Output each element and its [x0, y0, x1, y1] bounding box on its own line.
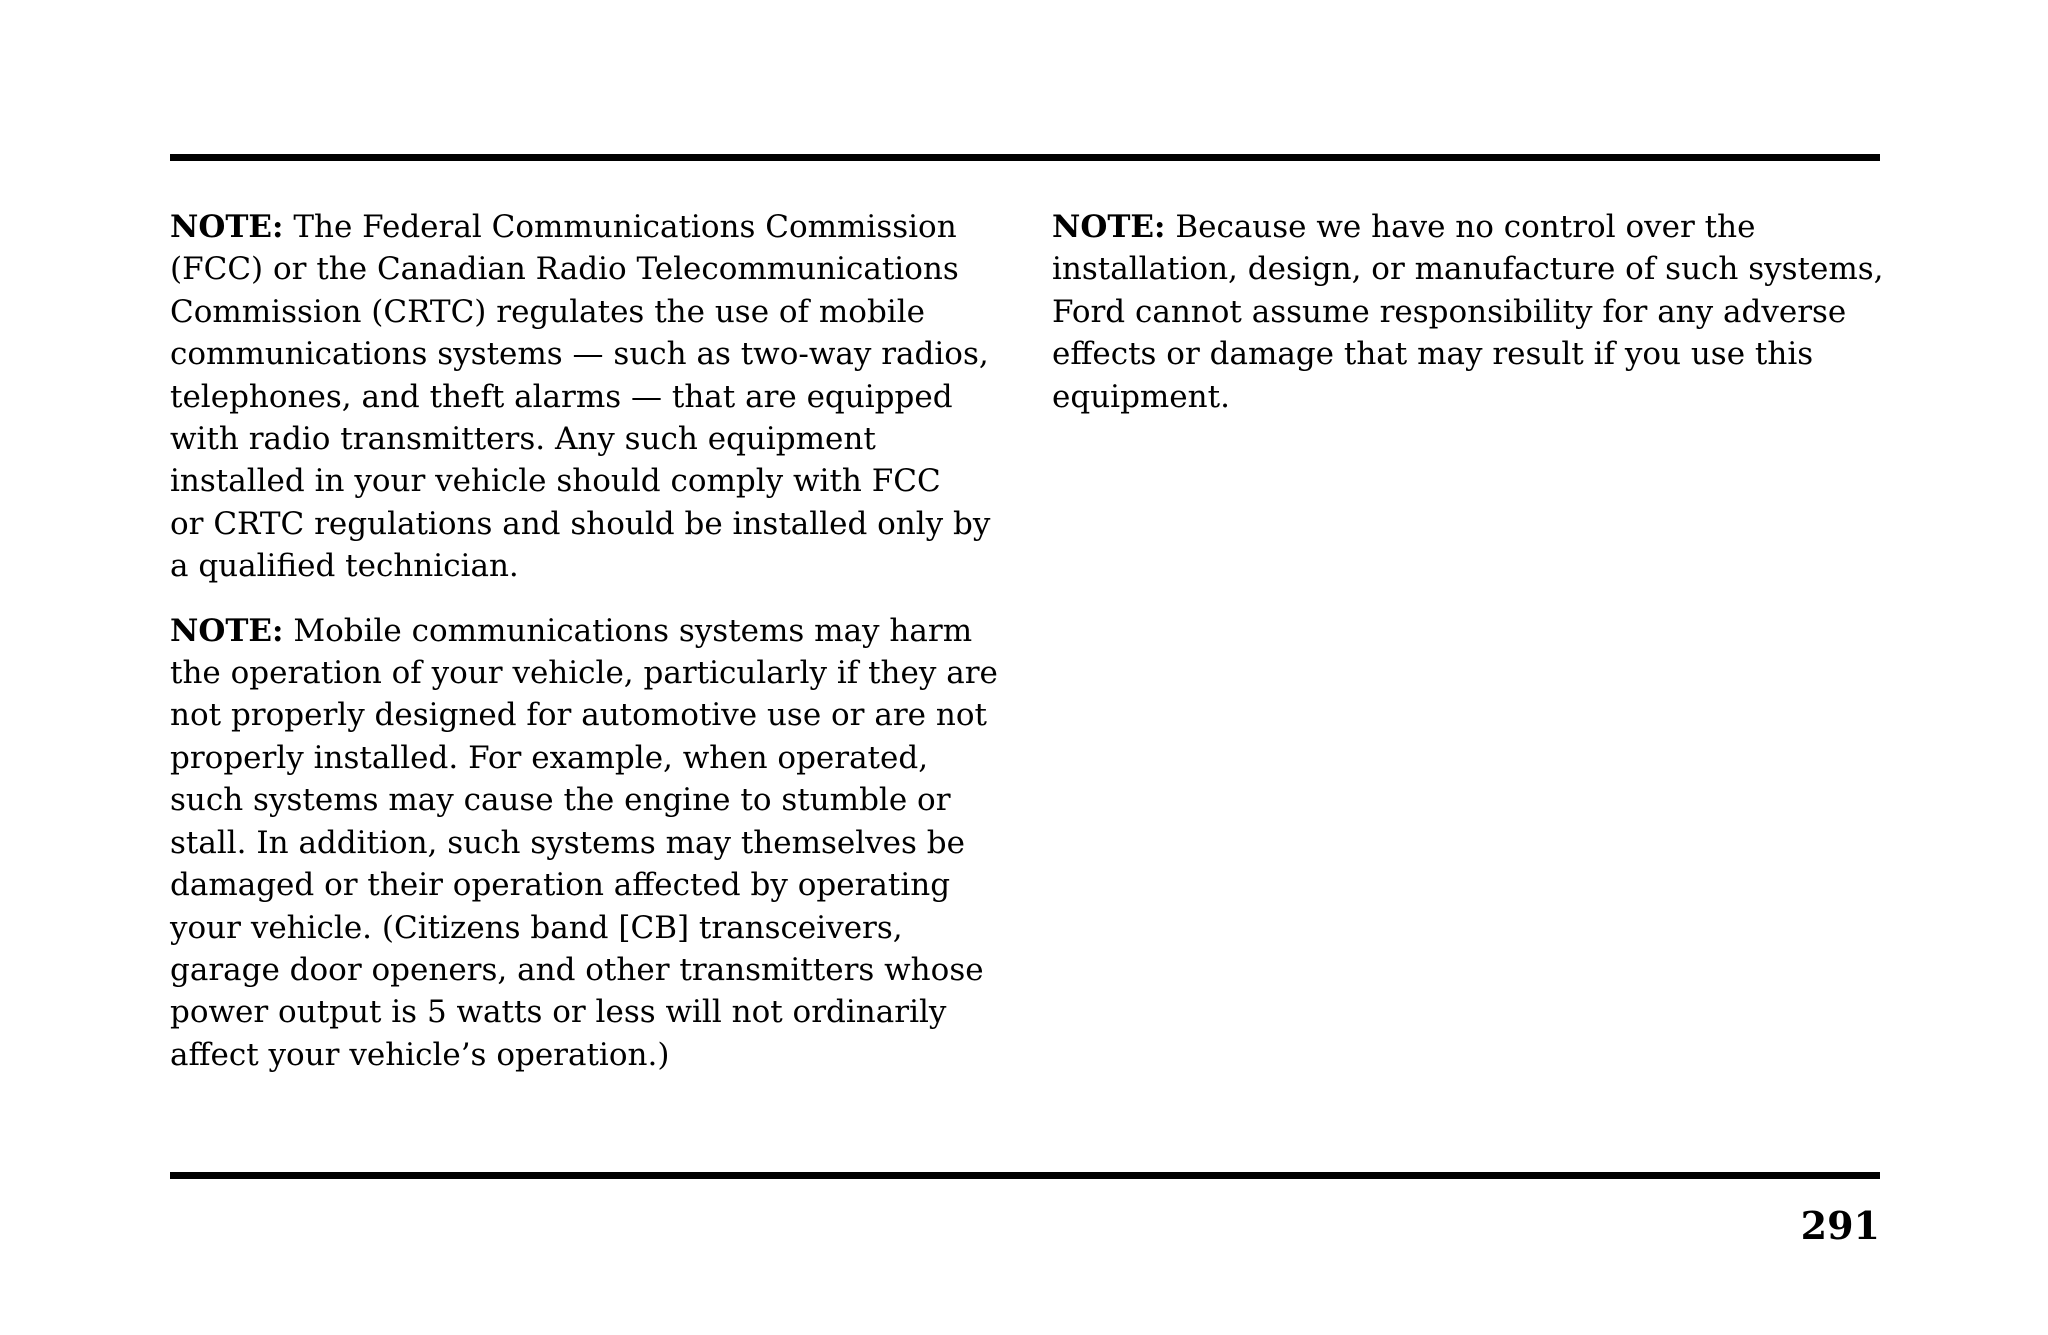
note-line: such systems may cause the engine to stumble or: [170, 782, 951, 819]
note-fcc-crtc: [170, 206, 1010, 588]
note-line: NOTE: The Federal Communications Commission: [170, 209, 957, 245]
note-line: your vehicle. (Citizens band [CB] transceivers,: [170, 909, 903, 946]
note-label: NOTE:: [1052, 209, 1166, 245]
note-line: affect your vehicle’s operation.): [170, 1036, 670, 1073]
note-line: the operation of your vehicle, particularly if they are: [170, 655, 998, 692]
note-line: garage door openers, and other transmitters whose: [170, 951, 984, 988]
note-line: effects or damage that may result if you use this: [1052, 336, 1814, 373]
note-line: telephones, and theft alarms — that are equipped: [170, 378, 953, 415]
note-line: a qualified technician.: [170, 548, 519, 585]
note-line: with radio transmitters. Any such equipment: [170, 421, 876, 458]
top-rule: [170, 154, 1880, 161]
note-line: installation, design, or manufacture of such systems,: [1052, 251, 1884, 288]
note-line: stall. In addition, such systems may themselves be: [170, 824, 965, 861]
note-line: Ford cannot assume responsibility for any adverse: [1052, 293, 1847, 330]
left-column: [170, 206, 1010, 1098]
note-line: power output is 5 watts or less will not ordinarily: [170, 994, 947, 1031]
note-label: NOTE:: [170, 612, 284, 649]
right-column: [1052, 206, 1892, 440]
page-number: 291: [1800, 1203, 1880, 1248]
bottom-rule: [170, 1172, 1880, 1179]
note-line: communications systems — such as two-way radios,: [170, 336, 989, 373]
note-mobile-systems: [170, 610, 1010, 1076]
note-line: Commission (CRTC) regulates the use of mobile: [170, 293, 925, 330]
note-responsibility: [1052, 206, 1892, 418]
note-line: or CRTC regulations and should be installed only by: [170, 505, 991, 542]
note-label: NOTE:: [170, 209, 284, 245]
note-line: equipment.: [1052, 378, 1230, 415]
note-line: installed in your vehicle should comply with FCC: [170, 463, 941, 500]
note-line: properly installed. For example, when operated,: [170, 739, 929, 776]
note-line: (FCC) or the Canadian Radio Telecommunications: [170, 251, 959, 288]
note-line: NOTE: Mobile communications systems may harm: [170, 612, 973, 649]
note-line: NOTE: Because we have no control over the: [1052, 209, 1756, 245]
note-line: damaged or their operation affected by operating: [170, 867, 951, 904]
note-line: not properly designed for automotive use or are not: [170, 697, 987, 734]
